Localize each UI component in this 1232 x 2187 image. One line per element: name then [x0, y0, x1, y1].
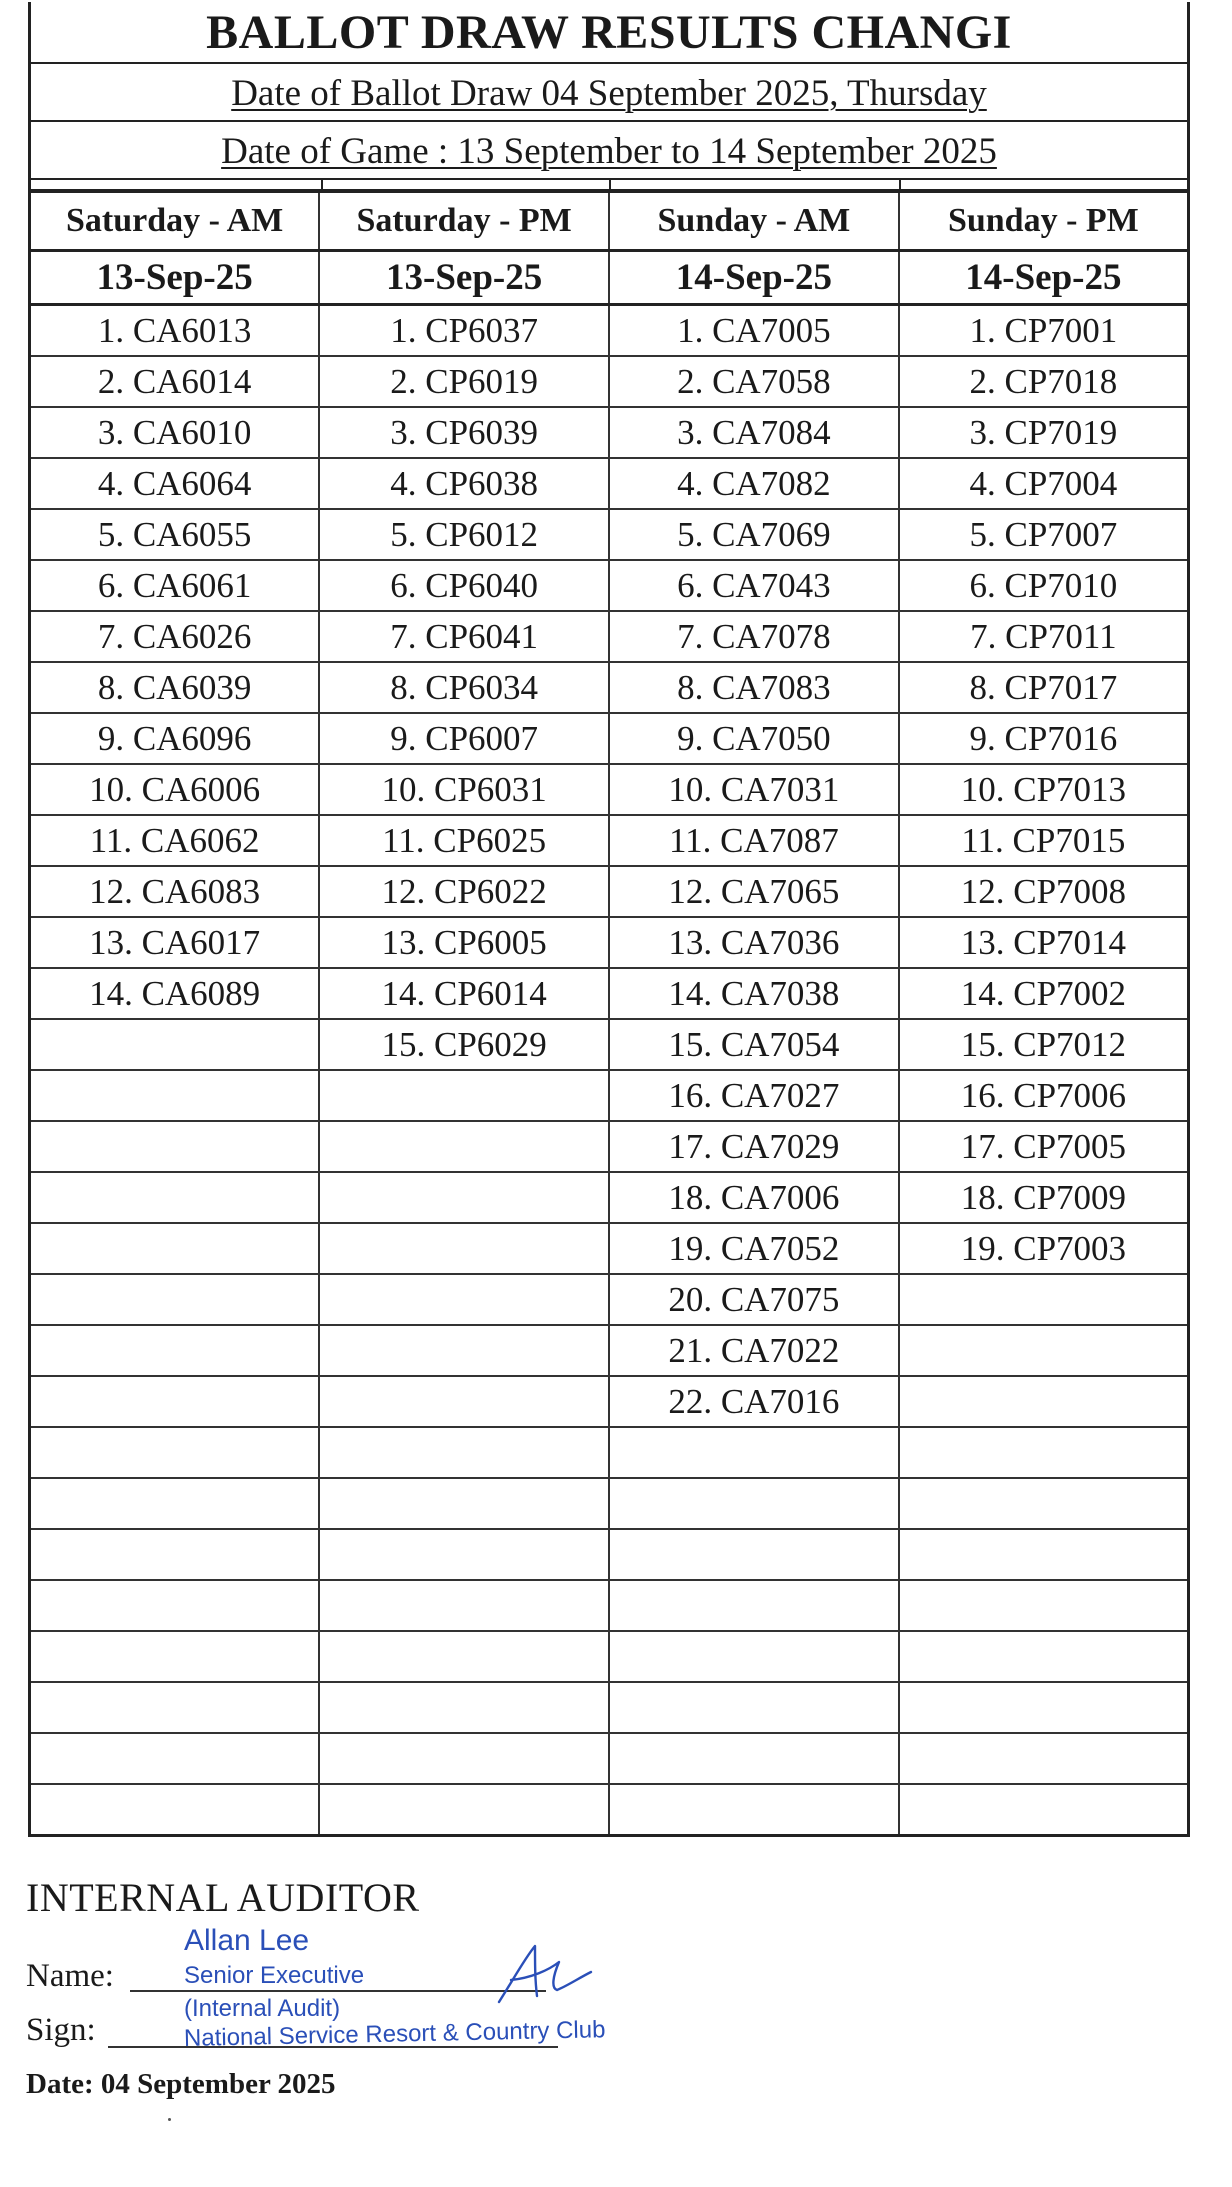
table-row [30, 611, 1189, 662]
ballot-entry-cell: 7. CA6026 [30, 611, 320, 662]
column-day-header: Sunday - AM [609, 192, 899, 251]
column-day-header: Saturday - PM [319, 192, 609, 251]
ballot-entry-cell: 10. CP6031 [319, 764, 609, 815]
ballot-entry-cell [899, 1784, 1189, 1836]
ballot-entry-cell: 2. CA7058 [609, 356, 899, 407]
ballot-entry-cell [609, 1580, 899, 1631]
ballot-entry-cell: 3. CP6039 [319, 407, 609, 458]
ballot-entry-cell [30, 1529, 320, 1580]
ballot-entry-cell: 9. CA7050 [609, 713, 899, 764]
ballot-entry-cell [30, 1427, 320, 1478]
ballot-entry-cell [319, 1529, 609, 1580]
table-row [30, 1580, 1189, 1631]
ballot-entry-cell: 10. CP7013 [899, 764, 1189, 815]
table-row [30, 662, 1189, 713]
ballot-entry-cell [899, 1733, 1189, 1784]
table-row [30, 764, 1189, 815]
table-row [30, 509, 1189, 560]
ballot-entry-cell: 11. CP6025 [319, 815, 609, 866]
ballot-entry-cell: 16. CP7006 [899, 1070, 1189, 1121]
table-row [30, 1478, 1189, 1529]
ballot-entry-cell [319, 1274, 609, 1325]
ballot-entry-cell: 11. CA7087 [609, 815, 899, 866]
ballot-entry-cell: 8. CA7083 [609, 662, 899, 713]
column-day-header: Saturday - AM [30, 192, 320, 251]
column-date-header: 13-Sep-25 [30, 251, 320, 305]
ballot-entry-cell: 19. CP7003 [899, 1223, 1189, 1274]
ballot-entry-cell: 8. CP7017 [899, 662, 1189, 713]
ballot-entry-cell: 17. CA7029 [609, 1121, 899, 1172]
ballot-entry-cell: 5. CA7069 [609, 509, 899, 560]
ballot-entry-cell [609, 1478, 899, 1529]
ballot-entry-cell: 14. CA7038 [609, 968, 899, 1019]
ballot-entry-cell: 15. CP7012 [899, 1019, 1189, 1070]
table-row [30, 1529, 1189, 1580]
ballot-entry-cell [30, 1070, 320, 1121]
table-row [30, 1121, 1189, 1172]
ballot-entry-cell: 12. CP6022 [319, 866, 609, 917]
ballot-entry-cell: 12. CA6083 [30, 866, 320, 917]
ballot-entry-cell: 9. CP6007 [319, 713, 609, 764]
ballot-entry-cell [30, 1784, 320, 1836]
ballot-entry-cell [899, 1478, 1189, 1529]
date-header-row [30, 251, 1189, 305]
ballot-entry-cell [899, 1376, 1189, 1427]
name-underline [130, 1990, 546, 1992]
table-row [30, 356, 1189, 407]
table-row [30, 1274, 1189, 1325]
document-header [28, 2, 1190, 192]
ballot-entry-cell: 1. CP6037 [319, 305, 609, 357]
column-day-header: Sunday - PM [899, 192, 1189, 251]
stamp-organisation: National Service Resort & Country Club [183, 2016, 606, 2052]
name-label: Name: [26, 1958, 114, 1994]
ballot-entry-cell: 17. CP7005 [899, 1121, 1189, 1172]
ballot-entry-cell [899, 1580, 1189, 1631]
ballot-entry-cell [899, 1325, 1189, 1376]
ballot-entry-cell: 13. CP7014 [899, 917, 1189, 968]
ballot-entry-cell: 8. CP6034 [319, 662, 609, 713]
table-row [30, 1070, 1189, 1121]
column-date-header: 14-Sep-25 [609, 251, 899, 305]
table-row [30, 1784, 1189, 1836]
ballot-entry-cell: 20. CA7075 [609, 1274, 899, 1325]
table-row [30, 407, 1189, 458]
ballot-entry-cell: 6. CA7043 [609, 560, 899, 611]
ballot-entry-cell: 13. CA7036 [609, 917, 899, 968]
ballot-results-table [28, 190, 1190, 1837]
ballot-entry-cell [319, 1478, 609, 1529]
ballot-entry-cell [319, 1223, 609, 1274]
table-row [30, 1376, 1189, 1427]
ballot-entry-cell [319, 1631, 609, 1682]
ballot-entry-cell: 10. CA7031 [609, 764, 899, 815]
table-row [30, 1427, 1189, 1478]
ballot-entry-cell [30, 1580, 320, 1631]
ballot-entry-cell: 16. CA7027 [609, 1070, 899, 1121]
ballot-entry-cell: 18. CA7006 [609, 1172, 899, 1223]
ballot-entry-cell: 3. CP7019 [899, 407, 1189, 458]
ballot-entry-cell [319, 1580, 609, 1631]
auditor-title: INTERNAL AUDITOR [26, 1875, 420, 1920]
ballot-entry-cell [319, 1172, 609, 1223]
table-row [30, 866, 1189, 917]
ballot-entry-cell: 22. CA7016 [609, 1376, 899, 1427]
ballot-entry-cell [319, 1121, 609, 1172]
ballot-entry-cell [319, 1784, 609, 1836]
ballot-entry-cell [319, 1325, 609, 1376]
day-header-row [30, 192, 1189, 251]
stamp-department: (Internal Audit) [184, 1995, 341, 2022]
scan-speck [168, 2118, 171, 2121]
ballot-entry-cell: 21. CA7022 [609, 1325, 899, 1376]
ballot-entry-cell: 1. CP7001 [899, 305, 1189, 357]
ballot-entry-cell: 11. CA6062 [30, 815, 320, 866]
ballot-entry-cell: 7. CP6041 [319, 611, 609, 662]
sign-label: Sign: [26, 2012, 96, 2048]
table-row [30, 1682, 1189, 1733]
ballot-entry-cell: 6. CA6061 [30, 560, 320, 611]
ballot-entry-cell: 12. CP7008 [899, 866, 1189, 917]
table-row [30, 1223, 1189, 1274]
ballot-entry-cell: 6. CP7010 [899, 560, 1189, 611]
table-row [30, 560, 1189, 611]
ballot-entry-cell: 19. CA7052 [609, 1223, 899, 1274]
handwritten-signature [491, 1940, 601, 2010]
ballot-entry-cell [609, 1682, 899, 1733]
ballot-entry-cell [30, 1682, 320, 1733]
ballot-entry-cell [899, 1682, 1189, 1733]
ballot-entry-cell: 2. CA6014 [30, 356, 320, 407]
ballot-entry-cell: 14. CP6014 [319, 968, 609, 1019]
ballot-entry-cell [609, 1529, 899, 1580]
document-title: BALLOT DRAW RESULTS CHANGI [31, 2, 1187, 64]
stamp-name: Allan Lee [184, 1924, 310, 1957]
ballot-entry-cell [899, 1529, 1189, 1580]
table-row [30, 1631, 1189, 1682]
ballot-entry-cell: 14. CP7002 [899, 968, 1189, 1019]
ballot-entry-cell: 11. CP7015 [899, 815, 1189, 866]
ballot-entry-cell [30, 1478, 320, 1529]
ballot-entry-cell: 5. CP7007 [899, 509, 1189, 560]
ballot-entry-cell: 9. CA6096 [30, 713, 320, 764]
ballot-entry-cell: 5. CP6012 [319, 509, 609, 560]
table-row [30, 1325, 1189, 1376]
ballot-entry-cell [319, 1376, 609, 1427]
ballot-entry-cell [899, 1274, 1189, 1325]
table-row [30, 305, 1189, 357]
ballot-entry-cell [899, 1631, 1189, 1682]
ballot-entry-cell: 6. CP6040 [319, 560, 609, 611]
ballot-entry-cell [609, 1733, 899, 1784]
draw-date-text: Date of Ballot Draw 04 September 2025, Thursday [231, 73, 987, 114]
ballot-entry-cell: 1. CA7005 [609, 305, 899, 357]
table-row [30, 1733, 1189, 1784]
ballot-entry-cell: 8. CA6039 [30, 662, 320, 713]
ballot-entry-cell: 3. CA6010 [30, 407, 320, 458]
ballot-entry-cell: 2. CP7018 [899, 356, 1189, 407]
ballot-entry-cell [30, 1274, 320, 1325]
ballot-entry-cell: 2. CP6019 [319, 356, 609, 407]
ballot-entries [30, 305, 1189, 1836]
ballot-entry-cell [30, 1376, 320, 1427]
ballot-entry-cell [609, 1427, 899, 1478]
ballot-entry-cell [319, 1427, 609, 1478]
ballot-entry-cell: 13. CA6017 [30, 917, 320, 968]
ballot-entry-cell [30, 1019, 320, 1070]
game-date-line [31, 122, 1187, 180]
table-row [30, 1172, 1189, 1223]
ballot-entry-cell: 7. CA7078 [609, 611, 899, 662]
ballot-entry-cell: 14. CA6089 [30, 968, 320, 1019]
ballot-entry-cell [609, 1784, 899, 1836]
table-row [30, 1019, 1189, 1070]
ballot-entry-cell: 4. CA6064 [30, 458, 320, 509]
ballot-entry-cell [30, 1121, 320, 1172]
column-date-header: 14-Sep-25 [899, 251, 1189, 305]
ballot-entry-cell: 5. CA6055 [30, 509, 320, 560]
ballot-entry-cell [30, 1172, 320, 1223]
ballot-entry-cell: 13. CP6005 [319, 917, 609, 968]
table-row [30, 815, 1189, 866]
ballot-entry-cell: 4. CP6038 [319, 458, 609, 509]
table-row [30, 713, 1189, 764]
ballot-entry-cell [30, 1733, 320, 1784]
ballot-entry-cell [319, 1733, 609, 1784]
ballot-entry-cell: 4. CA7082 [609, 458, 899, 509]
ballot-entry-cell: 3. CA7084 [609, 407, 899, 458]
ballot-entry-cell: 15. CP6029 [319, 1019, 609, 1070]
ballot-entry-cell: 9. CP7016 [899, 713, 1189, 764]
ballot-entry-cell [30, 1631, 320, 1682]
ballot-entry-cell: 15. CA7054 [609, 1019, 899, 1070]
table-row [30, 968, 1189, 1019]
auditor-section [26, 1862, 926, 2112]
ballot-entry-cell [609, 1631, 899, 1682]
table-row [30, 458, 1189, 509]
ballot-entry-cell: 18. CP7009 [899, 1172, 1189, 1223]
ballot-entry-cell: 10. CA6006 [30, 764, 320, 815]
stamp-title: Senior Executive [184, 1962, 365, 1989]
table-row [30, 917, 1189, 968]
ballot-entry-cell: 1. CA6013 [30, 305, 320, 357]
ballot-entry-cell: 12. CA7065 [609, 866, 899, 917]
ballot-entry-cell: 7. CP7011 [899, 611, 1189, 662]
ballot-entry-cell [30, 1325, 320, 1376]
ballot-entry-cell [30, 1223, 320, 1274]
ballot-entry-cell: 4. CP7004 [899, 458, 1189, 509]
draw-date-line [31, 64, 1187, 122]
ballot-entry-cell [319, 1682, 609, 1733]
ballot-entry-cell [319, 1070, 609, 1121]
ballot-entry-cell [899, 1427, 1189, 1478]
column-date-header: 13-Sep-25 [319, 251, 609, 305]
game-date-text: Date of Game : 13 September to 14 September 2025 [221, 131, 997, 172]
audit-date: Date: 04 September 2025 [26, 2068, 336, 2100]
